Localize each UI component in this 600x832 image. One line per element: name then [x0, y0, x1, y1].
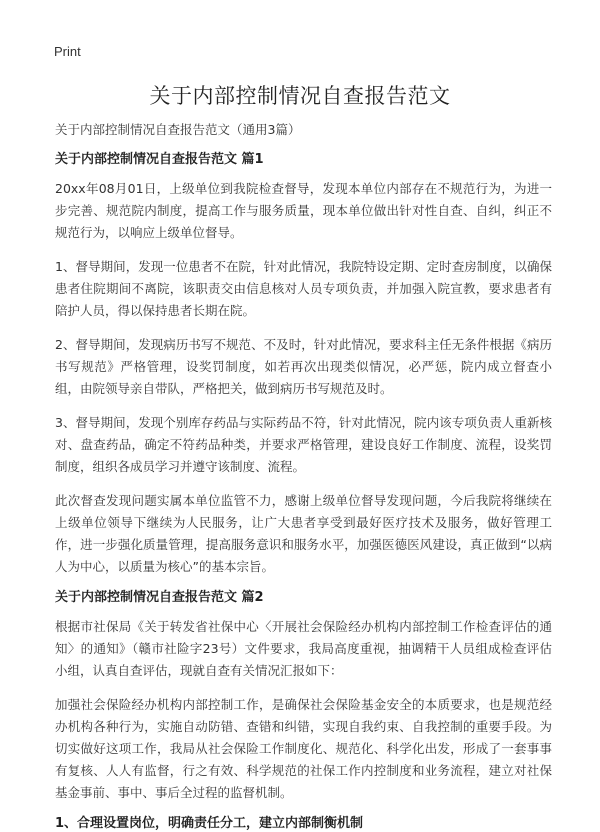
paragraph: 20xx年08月01日，上级单位到我院检查督导，发现本单位内部存在不规范行为，为进一步完善、规范院内制度，提高工作与服务质量，现本单位做出针对性自查、自纠，纠正不规范行为，以响应上级单位督导。 — [55, 181, 552, 240]
print-link[interactable]: Print — [54, 44, 81, 59]
section-heading: 关于内部控制情况自查报告范文 篇2 — [55, 590, 264, 605]
paragraph: 2、督导期间，发现病历书写不规范、不及时，针对此情况，要求科主任无条件根据《病历书写规范》严格管理，设奖罚制度，如若再次出现类似情况，必严惩，院内成立督查小组，由院领导亲自带队，严格把关，做到病历书写规范及时。 — [55, 337, 552, 396]
document-subtitle: 关于内部控制情况自查报告范文（通用3篇） — [55, 122, 301, 137]
paragraph: 1、督导期间，发现一位患者不在院，针对此情况，我院特设定期、定时查房制度，以确保患者住院期间不离院，该职责交由信息核对人员专项负责，并加强入院宣教，要求患者有陪护人员，得以保持患者长期在院。 — [55, 259, 552, 318]
paragraph: 加强社会保险经办机构内部控制工作，是确保社会保险基金安全的本质要求，也是规范经办机构各种行为，实施自动防错、查错和纠错，实现自我约束、自我控制的重要手段。为切实做好这项工作，我局从社会保险工作制度化、规范化、科学化出发，形成了一套事事有复核、人人有监督，行之有效、科学规范的社保工作内控制度和业务流程，建立对社保基金事前、事中、事后全过程的监督机制。 — [55, 697, 552, 800]
paragraph: 根据市社保局《关于转发省社保中心〈开展社会保险经办机构内部控制工作检查评估的通知〉的通知》（赣市社险字23号）文件要求，我局高度重视，抽调精干人员组成检查评估小组，认真自查评估，现就自查有关情况汇报如下： — [55, 619, 552, 678]
paragraph: 3、督导期间，发现个别库存药品与实际药品不符，针对此情况，院内该专项负责人重新核对、盘查药品，确定不符药品种类，并要求严格管理，建设良好工作制度、流程，设奖罚制度，组织各成员学习并遵守该制度、流程。 — [55, 415, 552, 474]
section-2 — [55, 590, 552, 832]
section-heading: 关于内部控制情况自查报告范文 篇1 — [55, 152, 264, 167]
section-1 — [55, 152, 552, 578]
document-body — [55, 122, 552, 832]
paragraph: 此次督查发现问题实属本单位监管不力，感谢上级单位督导发现问题，今后我院将继续在上级单位领导下继续为人民服务，让广大患者享受到最好医疗技术及服务，做好管理工作，进一步强化质量管理，提高服务意识和服务水平，加强医德医风建设，真正做到“以病人为中心，以质量为核心”的基本宗旨。 — [55, 493, 552, 574]
section-subheading: 1、合理设置岗位，明确责任分工，建立内部制衡机制 — [55, 816, 364, 831]
page-title: 关于内部控制情况自查报告范文 — [149, 84, 451, 108]
